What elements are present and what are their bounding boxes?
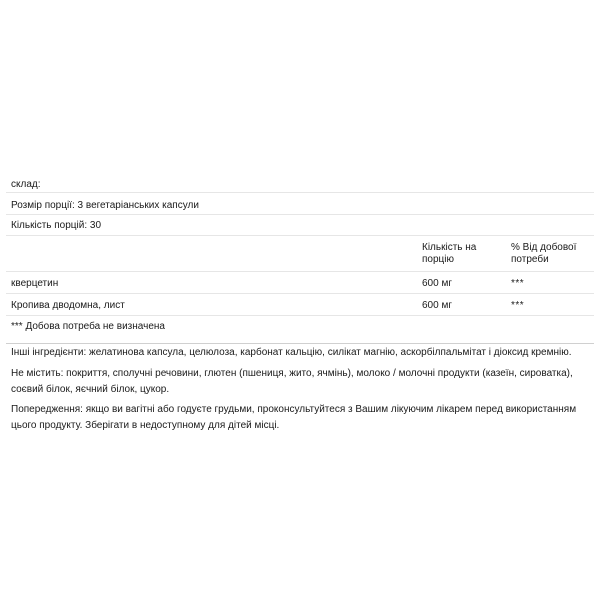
ingredient-row [6, 294, 594, 316]
free-of-line1: Не містить: покриття, сполучні речовини, глютен (пшениця, жито, ячмінь), молоко / молочні продукти (казеїн, сироватка), [11, 368, 573, 379]
ingredient-name: кверцетин [11, 278, 59, 289]
facts-title: склад: [11, 179, 41, 190]
ingredient-daily-value: *** [511, 300, 525, 311]
amount-header [422, 242, 476, 266]
daily-value-header-line1: % Від добової [511, 242, 577, 253]
ingredient-row [6, 272, 594, 294]
ingredient-name: Кропива дводомна, лист [11, 300, 125, 311]
warning-text [11, 402, 591, 434]
serving-size: Розмір порції: 3 вегетаріанських капсули [11, 200, 199, 211]
ingredient-amount: 600 мг [422, 278, 452, 289]
ingredient-daily-value: *** [511, 278, 525, 289]
servings-count-row [6, 215, 594, 236]
daily-value-header [511, 242, 576, 266]
free-of-line2: соєвий білок, яєчний білок, цукор. [11, 384, 170, 395]
ingredient-amount: 600 мг [422, 300, 452, 311]
free-of-text [11, 366, 591, 398]
amount-header-line2: порцію [422, 254, 454, 265]
warning-line1: Попередження: якщо ви вагітні або годуєте грудьми, проконсультуйтеся з Вашим лікуючим лікарем перед використанням [11, 404, 577, 415]
serving-size-row [6, 193, 594, 215]
warning-line2: цього продукту. Зберігати в недоступному для дітей місці. [11, 420, 280, 431]
other-ingredients-text: Інші інгредієнти: желатинова капсула, целюлоза, карбонат кальцію, силікат магнію, аскорбілпальмітат і діоксид кремнію. [11, 347, 572, 358]
amount-header-line1: Кількість на [422, 242, 477, 253]
facts-title-row [6, 170, 594, 193]
supplement-facts-table [6, 170, 594, 344]
servings-count: Кількість порцій: 30 [11, 220, 102, 231]
daily-value-footnote: *** Добова потреба не визначена [11, 321, 165, 332]
column-header-row [6, 236, 594, 272]
footnote-row [6, 316, 594, 344]
daily-value-header-line2: потреби [511, 254, 549, 265]
